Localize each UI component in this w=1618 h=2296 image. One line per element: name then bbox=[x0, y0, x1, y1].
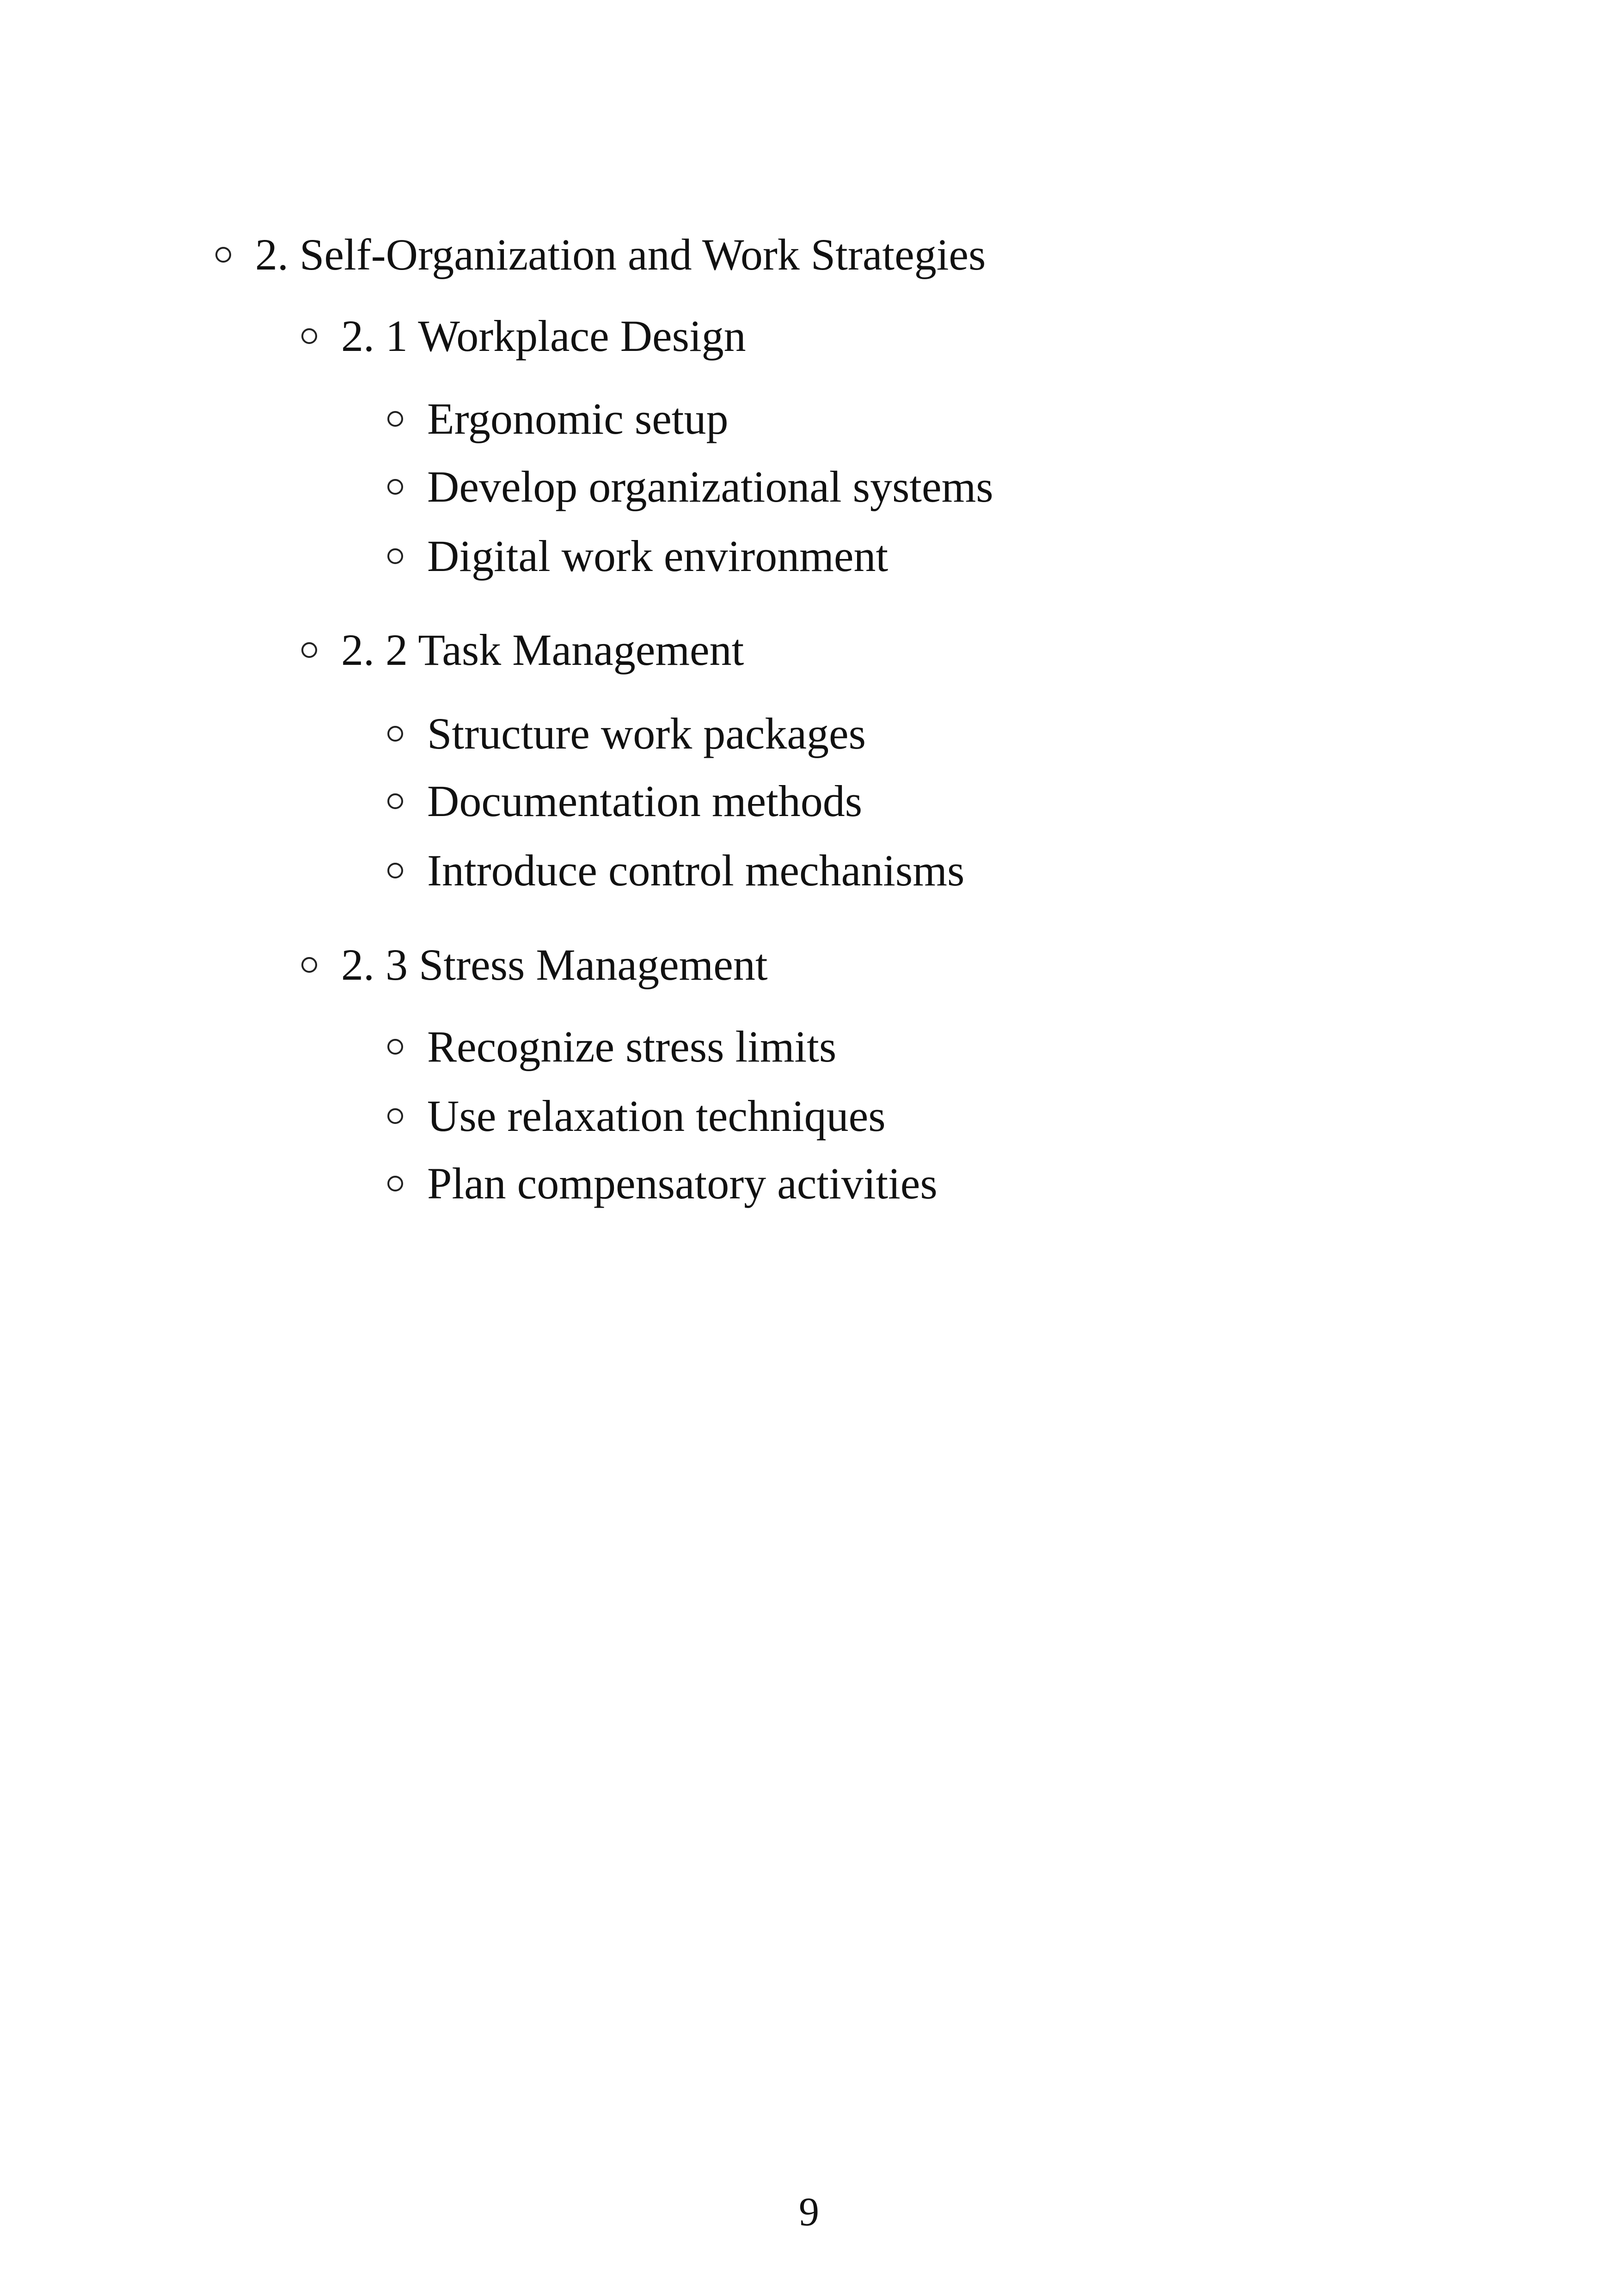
outline-item bbox=[387, 706, 866, 761]
outline-item bbox=[387, 459, 993, 515]
outline-item bbox=[387, 1019, 836, 1074]
hollow-circle-bullet-icon bbox=[387, 726, 403, 742]
section-heading: 2. Self-Organization and Work Strategies bbox=[255, 230, 986, 279]
hollow-circle-bullet-icon bbox=[301, 642, 317, 658]
outline-item bbox=[387, 391, 728, 447]
outline-item-label: Documentation methods bbox=[427, 776, 863, 826]
hollow-circle-bullet-icon bbox=[301, 328, 317, 344]
outline-subsection bbox=[301, 622, 744, 678]
outline-section bbox=[215, 227, 986, 282]
outline-subsection bbox=[301, 937, 768, 993]
hollow-circle-bullet-icon bbox=[387, 548, 403, 564]
outline-item-label: Plan compensatory activities bbox=[427, 1159, 938, 1208]
outline-subsection bbox=[301, 308, 746, 364]
subsection-heading: 2. 3 Stress Management bbox=[341, 940, 768, 989]
outline-item bbox=[387, 1088, 886, 1144]
hollow-circle-bullet-icon bbox=[387, 411, 403, 427]
page-number: 9 bbox=[799, 2190, 819, 2235]
outline-item-label: Ergonomic setup bbox=[427, 394, 729, 443]
outline-item-label: Recognize stress limits bbox=[427, 1022, 837, 1071]
hollow-circle-bullet-icon bbox=[387, 1039, 403, 1055]
outline-item-label: Introduce control mechanisms bbox=[427, 846, 965, 895]
subsection-heading: 2. 1 Workplace Design bbox=[341, 311, 746, 361]
outline-item-label: Develop organizational systems bbox=[427, 462, 993, 511]
outline-item-label: Structure work packages bbox=[427, 709, 866, 758]
outline-item bbox=[387, 528, 888, 584]
hollow-circle-bullet-icon bbox=[387, 793, 403, 809]
hollow-circle-bullet-icon bbox=[387, 479, 403, 495]
outline-item-label: Digital work environment bbox=[427, 531, 889, 581]
subsection-heading: 2. 2 Task Management bbox=[341, 625, 744, 675]
hollow-circle-bullet-icon bbox=[301, 957, 317, 973]
outline-item-label: Use relaxation techniques bbox=[427, 1091, 886, 1141]
outline-item bbox=[387, 774, 862, 829]
hollow-circle-bullet-icon bbox=[387, 1108, 403, 1124]
hollow-circle-bullet-icon bbox=[387, 863, 403, 878]
outline-item bbox=[387, 1156, 938, 1211]
hollow-circle-bullet-icon bbox=[387, 1176, 403, 1191]
hollow-circle-bullet-icon bbox=[215, 247, 231, 263]
outline-item bbox=[387, 843, 964, 898]
